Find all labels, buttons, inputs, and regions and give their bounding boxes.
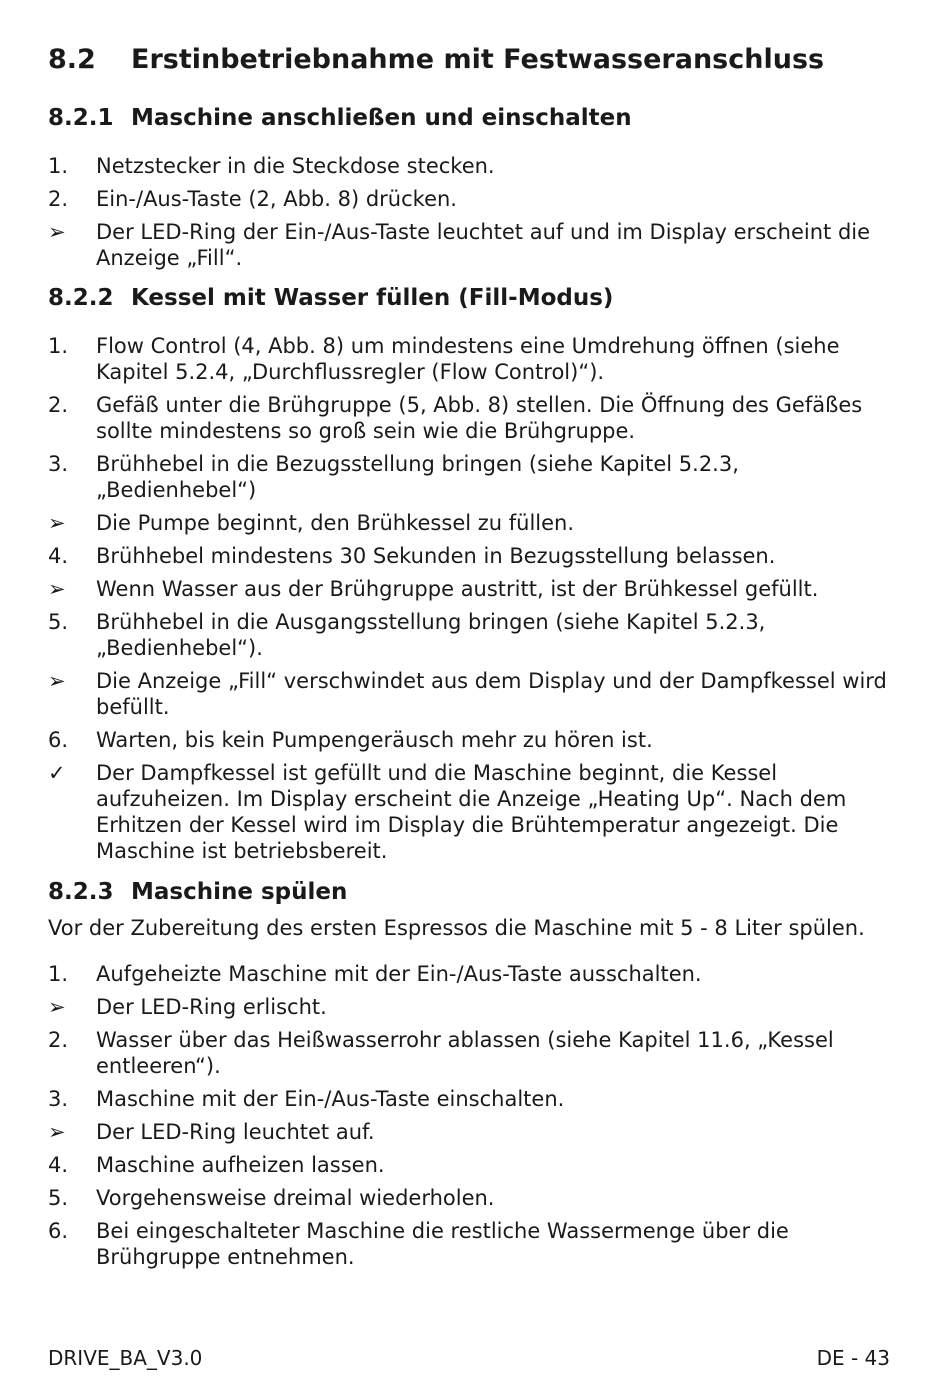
list-text: Gefäß unter die Brühgruppe (5, Abb. 8) stellen. Die Öffnung des Gefäßes sollte mindestens so groß sein wie die Brühgruppe.	[96, 393, 863, 443]
list-item	[48, 1119, 898, 1145]
list-item	[48, 186, 898, 212]
list-text: Bei eingeschalteter Maschine die restliche Wassermenge über die Brühgruppe entnehmen.	[96, 1219, 789, 1269]
list-text: Brühhebel in die Ausgangsstellung bringen (siehe Kapitel 5.2.3, „Bedienhebel“).	[96, 610, 766, 660]
list-marker: 2.	[48, 393, 69, 417]
list-marker: ➢	[48, 669, 66, 693]
list-item	[48, 392, 898, 444]
list-marker: 4.	[48, 1153, 69, 1177]
list-marker: 2.	[48, 1028, 69, 1052]
list-item	[48, 333, 898, 385]
intro-paragraph: Vor der Zubereitung des ersten Espressos die Maschine mit 5 - 8 Liter spülen.	[48, 916, 865, 940]
list-text: Vorgehensweise dreimal wiederholen.	[96, 1186, 495, 1210]
list-marker: ➢	[48, 220, 66, 244]
subsection-number: 8.2.1	[48, 105, 114, 131]
footer-document-id: DRIVE_BA_V3.0	[48, 1346, 203, 1370]
list-text: Wasser über das Heißwasserrohr ablassen (siehe Kapitel 11.6, „Kessel entleeren“).	[96, 1028, 834, 1078]
list-text: Die Anzeige „Fill“ verschwindet aus dem Display und der Dampfkessel wird befüllt.	[96, 669, 887, 719]
list-item	[48, 994, 898, 1020]
list-marker: 6.	[48, 1219, 69, 1243]
list-item	[48, 1086, 898, 1112]
subsection-heading-2	[48, 285, 613, 311]
footer-page-number: DE - 43	[816, 1346, 890, 1370]
list-text: Brühhebel in die Bezugsstellung bringen (siehe Kapitel 5.2.3, „Bedienhebel“)	[96, 452, 739, 502]
list-text: Wenn Wasser aus der Brühgruppe austritt, ist der Brühkessel gefüllt.	[96, 577, 819, 601]
list-text: Die Pumpe beginnt, den Brühkessel zu füllen.	[96, 511, 575, 535]
list-marker: ✓	[48, 761, 66, 785]
list-marker: 5.	[48, 1186, 69, 1210]
list-item	[48, 760, 898, 864]
subsection-title: Maschine anschließen und einschalten	[131, 105, 632, 131]
list-text: Netzstecker in die Steckdose stecken.	[96, 154, 495, 178]
subsection-number: 8.2.2	[48, 285, 114, 311]
list-text: Aufgeheizte Maschine mit der Ein-/Aus-Taste ausschalten.	[96, 962, 702, 986]
steps-list-1	[48, 153, 898, 278]
list-text: Flow Control (4, Abb. 8) um mindestens eine Umdrehung öffnen (siehe Kapitel 5.2.4, „Durchflussregler (Flow Control)“).	[96, 334, 840, 384]
list-text: Ein-/Aus-Taste (2, Abb. 8) drücken.	[96, 187, 457, 211]
list-marker: 3.	[48, 452, 69, 476]
list-item	[48, 1027, 898, 1079]
list-item	[48, 609, 898, 661]
list-item	[48, 1218, 898, 1270]
list-text: Der LED-Ring leuchtet auf.	[96, 1120, 375, 1144]
list-marker: 4.	[48, 544, 69, 568]
list-text: Maschine aufheizen lassen.	[96, 1153, 385, 1177]
list-marker: 1.	[48, 962, 69, 986]
list-marker: ➢	[48, 511, 66, 535]
list-marker: ➢	[48, 995, 66, 1019]
section-number: 8.2	[48, 44, 96, 75]
subsection-title: Kessel mit Wasser füllen (Fill-Modus)	[131, 285, 614, 311]
steps-list-2	[48, 333, 898, 871]
list-text: Der LED-Ring der Ein-/Aus-Taste leuchtet auf und im Display erscheint die Anzeige „Fill“.	[96, 220, 871, 270]
list-item	[48, 668, 898, 720]
steps-list-3	[48, 961, 898, 1277]
list-item	[48, 451, 898, 503]
subsection-title: Maschine spülen	[131, 879, 348, 905]
list-text: Brühhebel mindestens 30 Sekunden in Bezugsstellung belassen.	[96, 544, 776, 568]
list-text: Maschine mit der Ein-/Aus-Taste einschalten.	[96, 1087, 565, 1111]
list-item	[48, 576, 898, 602]
subsection-heading-3	[48, 879, 347, 905]
list-text: Der LED-Ring erlischt.	[96, 995, 327, 1019]
subsection-heading-1	[48, 105, 632, 131]
subsection-number: 8.2.3	[48, 879, 114, 905]
list-marker: 6.	[48, 728, 69, 752]
list-marker: 5.	[48, 610, 69, 634]
list-item	[48, 219, 898, 271]
list-text: Warten, bis kein Pumpengeräusch mehr zu hören ist.	[96, 728, 653, 752]
list-item	[48, 543, 898, 569]
list-marker: 1.	[48, 334, 69, 358]
list-marker: 3.	[48, 1087, 69, 1111]
section-heading	[48, 44, 824, 75]
list-marker: ➢	[48, 577, 66, 601]
list-item	[48, 1152, 898, 1178]
list-marker: ➢	[48, 1120, 66, 1144]
list-item	[48, 961, 898, 987]
section-title: Erstinbetriebnahme mit Festwasseranschluss	[131, 44, 825, 75]
list-marker: 1.	[48, 154, 69, 178]
list-item	[48, 1185, 898, 1211]
list-text: Der Dampfkessel ist gefüllt und die Maschine beginnt, die Kessel aufzuheizen. Im Display erscheint die Anzeige „Heating Up“. Nach dem Erhitzen der Kessel wird im Display die Brühtemperatur angezeigt. Die Maschine ist betriebsbereit.	[96, 761, 847, 863]
list-item	[48, 153, 898, 179]
list-item	[48, 727, 898, 753]
list-item	[48, 510, 898, 536]
list-marker: 2.	[48, 187, 69, 211]
